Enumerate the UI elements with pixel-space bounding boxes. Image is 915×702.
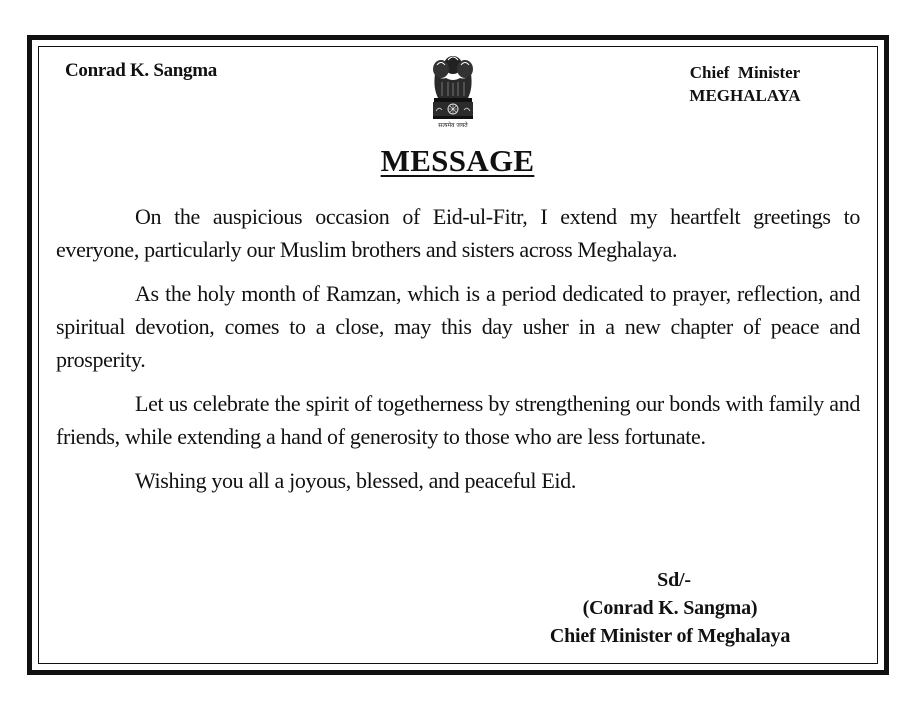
message-paragraph-3: Let us celebrate the spirit of togetherness by strengthening our bonds with family and friends, while extending a hand of generosity to those who are less fortunate. <box>56 391 860 449</box>
page-title: MESSAGE <box>380 143 535 178</box>
message-body <box>56 200 860 508</box>
state-emblem-icon <box>428 52 478 134</box>
signature-name: (Conrad K. Sangma) <box>582 597 758 619</box>
header-state: MEGHALAYA <box>689 86 801 105</box>
header-designation-block <box>655 61 835 107</box>
signature-sd: Sd/- <box>657 569 691 591</box>
signature-title: Chief Minister of Meghalaya <box>549 625 791 647</box>
header-name: Conrad K. Sangma <box>65 60 217 81</box>
message-paragraph-2: As the holy month of Ramzan, which is a period dedicated to prayer, reflection, and spiritual devotion, comes to a close, may this day usher in a new chapter of peace and prosperity. <box>56 281 860 372</box>
emblem-motto: सत्यमेव जयते <box>438 122 468 129</box>
message-paragraph-4: Wishing you all a joyous, blessed, and peaceful Eid. <box>135 468 576 493</box>
signature-block <box>505 566 835 650</box>
message-paragraph-1: On the auspicious occasion of Eid-ul-Fitr, I extend my heartfelt greetings to everyone, particularly our Muslim brothers and sisters across Meghalaya. <box>56 204 860 262</box>
header-designation: Chief Minister <box>689 63 801 82</box>
